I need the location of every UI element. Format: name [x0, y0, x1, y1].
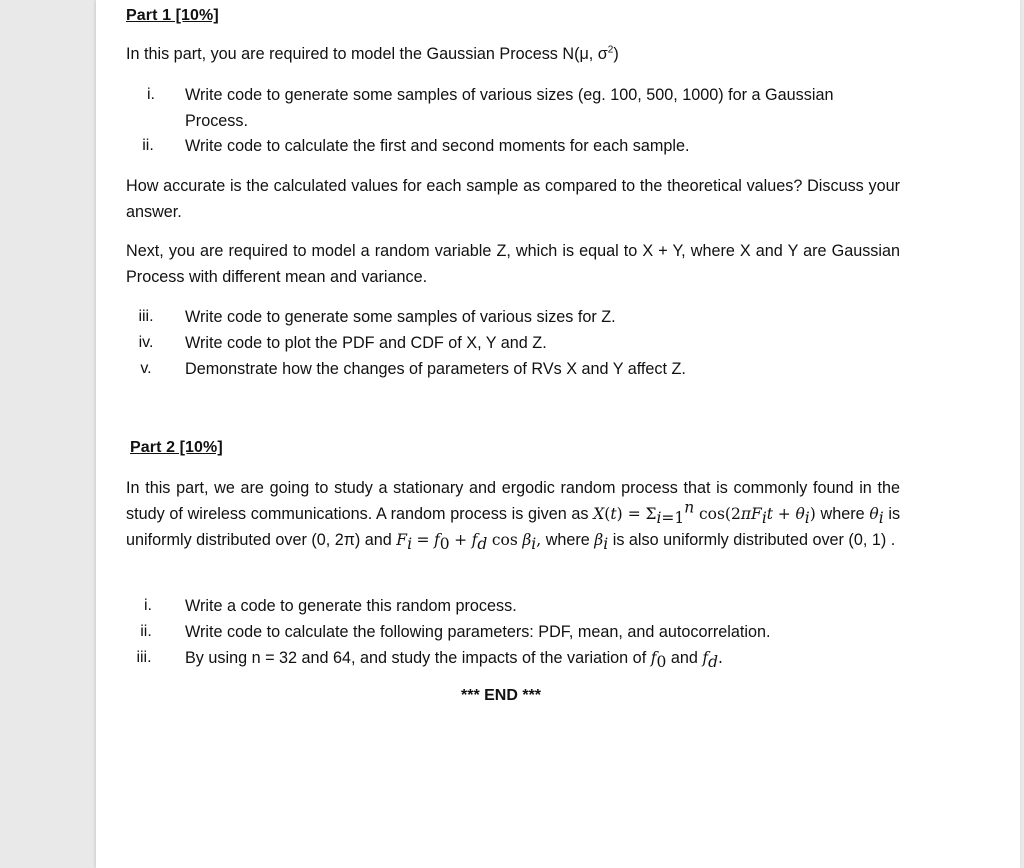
part2-intro-text: In this part, we are going to study a stationary and ergodic random process that is commonly found in the study of wireless communications. A random process is given as [126, 479, 900, 523]
list-item-text: Write code to calculate the following parameters: PDF, mean, and autocorrelation. [185, 623, 771, 641]
list-item-text-and: and [670, 649, 698, 667]
part2-intro-where2: where [545, 531, 590, 549]
list-item-number: i. [147, 86, 155, 103]
list-item-number: ii. [142, 137, 154, 154]
list-item-number: iii. [136, 649, 152, 666]
part1-intro-sup: 2 [607, 44, 614, 56]
list-item-text: Write code to calculate the first and second moments for each sample. [185, 137, 690, 155]
list-item-text-main: By using n = 32 and 64, and study the impacts of the variation of [185, 649, 647, 667]
list-item-number: iv. [138, 334, 154, 351]
part1-heading: Part 1 [10%] [126, 7, 219, 24]
part1-intro-text: In this part, you are required to model the Gaussian Process N(μ, σ [126, 45, 608, 63]
part1-intro [126, 41, 619, 67]
list-item-number: v. [140, 360, 152, 377]
part2-intro-beta: is also uniformly distributed over (0, 1) . [612, 531, 896, 549]
part1-next: Next, you are required to model a random variable Z, which is equal to X + Y, where X and Y are Gaussian Process with different mean and variance. [126, 242, 900, 286]
part1-intro-close: ) [613, 45, 619, 63]
list-item-number: iii. [138, 308, 154, 325]
list-item-number: ii. [140, 623, 152, 640]
list-item-text: Write code to generate some samples of various sizes for Z. [185, 308, 616, 326]
part1-question: How accurate is the calculated values for each sample as compared to the theoretical values? Discuss your answer. [126, 177, 900, 221]
list-item-text: Demonstrate how the changes of parameters of RVs X and Y affect Z. [185, 360, 686, 378]
part2-heading: Part 2 [10%] [130, 439, 223, 456]
end-marker: *** END *** [461, 687, 542, 704]
part2-intro: In this part, we are going to study a stationary and ergodic random process that is commonly found in the study of wireless communications. A random process is given as $X(t) = \Sigma_{i=1}^n$ $\cos(2\pi F_it + \theta_i)$ where $\theta_i$ is uniformly distributed over (0, 2π) and $F_i = f_0 + f_d$ $\cos \beta_i$, where $\beta_i$ is also uniformly distributed over (0, 1) . [126, 479, 901, 554]
list-item-number: i. [144, 597, 152, 614]
list-item-text: Write code to plot the PDF and CDF of X, Y and Z. [185, 334, 547, 352]
list-item-text: By using n = 32 and 64, and study the impacts of the variation of $f_0$ and $f_d$. [185, 649, 723, 672]
list-item-text: Write a code to generate this random process. [185, 597, 517, 615]
list-item-text: Write code to generate some samples of various sizes (eg. 100, 500, 1000) for a Gaussian [185, 86, 834, 104]
part2-intro-where: where [820, 505, 865, 523]
part2-intro-uniform: is uniformly distributed over (0, 2π) and [126, 505, 901, 549]
list-item-text-cont: Process. [185, 112, 248, 130]
